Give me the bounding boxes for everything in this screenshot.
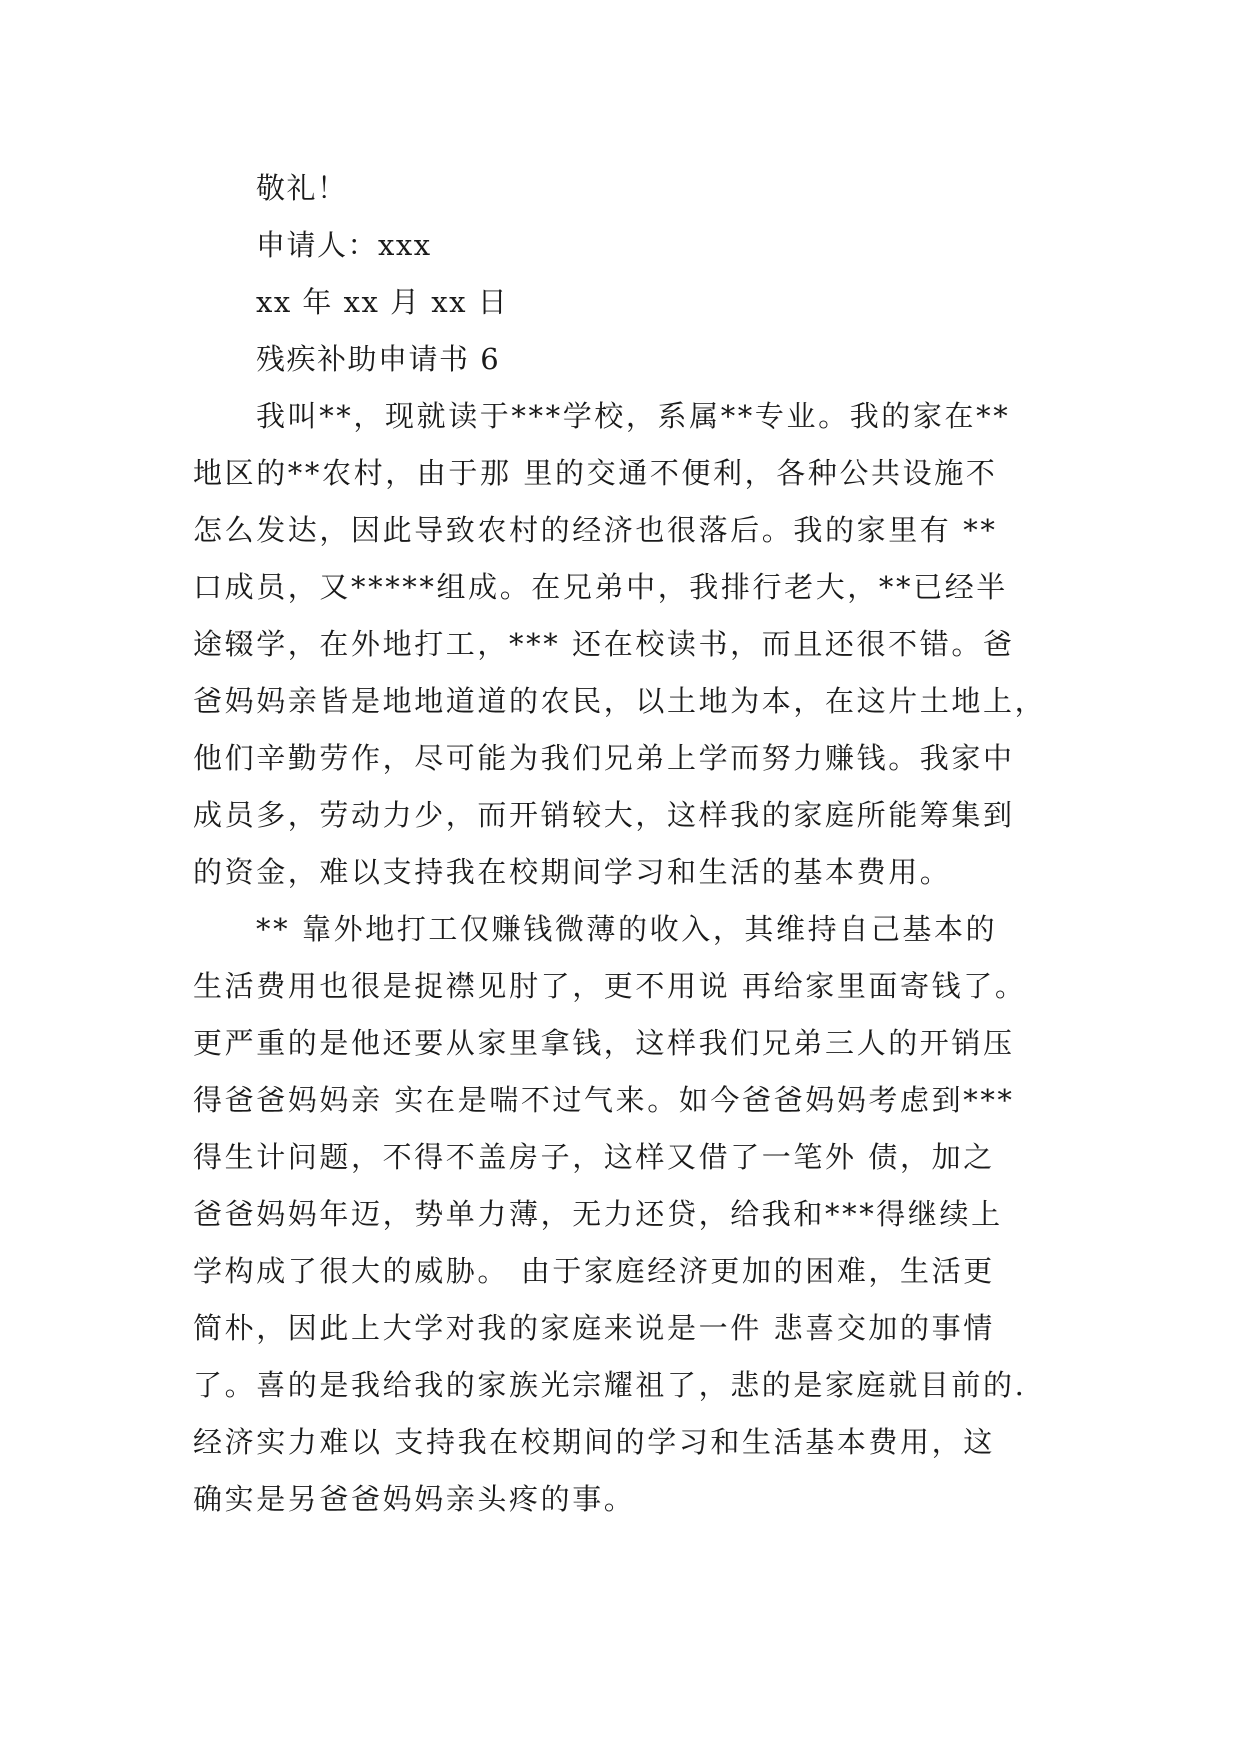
paragraph-line: 成员多，劳动力少，而开销较大，这样我的家庭所能筹集到 [193,798,1015,832]
paragraph-line: 生活费用也很是捉襟见肘了，更不用说 再给家里面寄钱了。 [193,969,1027,1003]
paragraph-line: 确实是另爸爸妈妈亲头疼的事。 [193,1482,636,1516]
paragraph-line: 了。喜的是我给我的家族光宗耀祖了，悲的是家庭就目前的. [193,1368,1027,1402]
date-line: xx 年 xx 月 xx 日 [256,285,509,319]
closing-salutation: 敬礼！ [256,171,348,205]
paragraph-line: 得爸爸妈妈亲 实在是喘不过气来。如今爸爸妈妈考虑到*** [193,1083,1015,1117]
paragraph-line: 得生计问题，不得不盖房子，这样又借了一笔外 债，加之 [193,1140,995,1174]
paragraph-line: 地区的**农村，由于那 里的交通不便利，各种公共设施不 [193,456,998,490]
paragraph-line: 学构成了很大的威胁。 由于家庭经济更加的困难，生活更 [193,1254,995,1288]
paragraph-line: 爸爸妈妈年迈，势单力薄，无力还贷，给我和***得继续上 [193,1197,1003,1231]
paragraph-line: 经济实力难以 支持我在校期间的学习和生活基本费用，这 [193,1425,995,1459]
paragraph-line: 他们辛勤劳作，尽可能为我们兄弟上学而努力赚钱。我家中 [193,741,1015,775]
paragraph-line: 简朴，因此上大学对我的家庭来说是一件 悲喜交加的事情 [193,1311,995,1345]
paragraph-line: 口成员，又*****组成。在兄弟中，我排行老大，**已经半 [193,570,1008,604]
paragraph-line: 的资金，难以支持我在校期间学习和生活的基本费用。 [193,855,952,889]
paragraph-line: 怎么发达，因此导致农村的经济也很落后。我的家里有 ** [193,513,998,547]
applicant-line: 申请人：xxx [256,228,432,262]
document-heading: 残疾补助申请书 6 [256,342,501,376]
paragraph-line: 途辍学，在外地打工，*** 还在校读书，而且还很不错。爸 [193,627,1015,661]
paragraph-1 [193,388,1055,901]
paragraph-line: 更严重的是他还要从家里拿钱，这样我们兄弟三人的开销压 [193,1026,1015,1060]
paragraph-line: 我叫**，现就读于***学校，系属**专业。我的家在** [256,399,1011,433]
paragraph-line: 爸妈妈亲皆是地地道道的农民，以土地为本，在这片土地上， [193,684,1047,718]
document-body [193,160,1055,1528]
paragraph-line: ** 靠外地打工仅赚钱微薄的收入，其维持自己基本的 [256,912,998,946]
paragraph-2 [193,901,1055,1528]
